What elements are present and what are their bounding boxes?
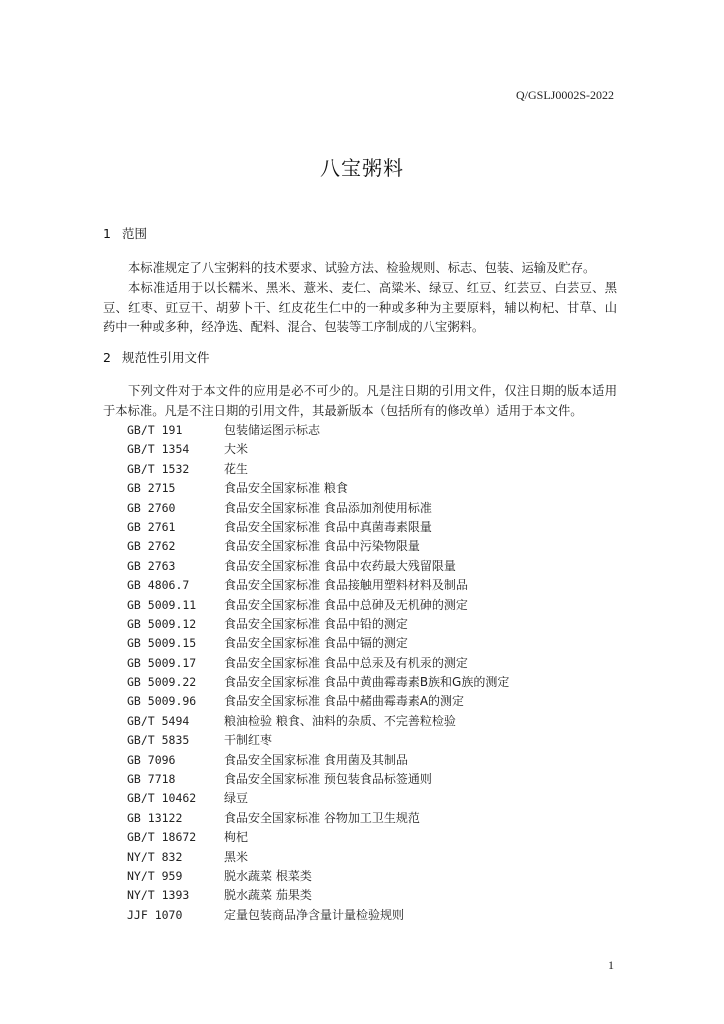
reference-title: 脱水蔬菜 茄果类 [224,888,312,903]
normative-references-list [127,421,627,925]
reference-code: GB 7096 [127,752,176,767]
reference-code: JJF 1070 [127,907,183,922]
reference-item [127,557,627,576]
reference-title: 包装储运图示标志 [224,423,321,437]
reference-item [127,673,627,692]
reference-title: 干制红枣 [224,733,273,748]
reference-item [127,596,627,615]
reference-title: 食品安全国家标准 食品中赭曲霉毒素A的测定 [224,694,465,709]
reference-title: 粮油检验 粮食、油料的杂质、不完善粒检验 [224,713,456,728]
reference-title: 食品安全国家标准 食用菌及其制品 [224,752,408,767]
reference-item [127,479,627,498]
reference-code: GB 2715 [127,481,176,496]
reference-item [127,770,627,789]
reference-item [127,518,627,537]
reference-title: 绿豆 [224,791,249,806]
reference-item [127,634,627,653]
reference-title: 食品安全国家标准 食品中农药最大残留限量 [224,558,456,573]
reference-title: 食品安全国家标准 食品接触用塑料材料及制品 [224,578,468,593]
reference-code: GB 5009.96 [127,694,197,709]
section-title: 规范性引用文件 [122,350,210,365]
reference-item [127,848,627,867]
reference-code: GB 5009.22 [127,675,197,690]
reference-code: GB 2762 [127,539,176,554]
reference-item [127,789,627,808]
section-1-heading [103,224,147,242]
reference-item [127,654,627,673]
section-2-paragraph-1: 下列文件对于本文件的应用是必不可少的。凡是注日期的引用文件，仅注日期的版本适用于本标准。凡是不注日期的引用文件，其最新版本（包括所有的修改单）适用于本文件。 [103,384,617,418]
reference-item [127,440,627,459]
reference-code: NY/T 959 [127,868,183,883]
reference-item [127,886,627,905]
reference-title: 食品安全国家标准 食品中真菌毒素限量 [224,519,432,534]
section-2-heading [103,348,210,366]
reference-code: GB/T 5835 [127,733,190,748]
reference-item [127,751,627,770]
reference-code: GB/T 1532 [127,461,190,476]
section-number: 2 [103,350,111,365]
reference-code: GB/T 191 [127,423,183,437]
reference-code: GB 7718 [127,772,176,787]
reference-title: 脱水蔬菜 根菜类 [224,868,312,883]
document-code: Q/GSLJ0002S-2022 [515,88,614,102]
reference-item [127,460,627,479]
reference-code: GB/T 1354 [127,442,190,457]
reference-item [127,809,627,828]
reference-title: 食品安全国家标准 食品中污染物限量 [224,539,420,554]
reference-code: GB/T 5494 [127,713,190,728]
reference-code: GB 13122 [127,810,183,825]
reference-code: GB 2761 [127,519,176,534]
reference-title: 定量包装商品净含量计量检验规则 [224,907,405,922]
reference-title: 花生 [224,461,249,476]
section-1-paragraph-2: 本标准适用于以长糯米、黑米、薏米、麦仁、高粱米、绿豆、红豆、红芸豆、白芸豆、黑豆、红枣、豇豆干、胡萝卜干、红皮花生仁中的一种或多种为主要原料，辅以枸杞、甘草、山药中一种或多种，经净选、配料、混合、包装等工序制成的八宝粥料。 [103,281,617,334]
reference-title: 黑米 [224,849,249,864]
reference-title: 食品安全国家标准 食品中镉的测定 [224,636,408,651]
page-number: 1 [608,958,614,972]
reference-title: 食品安全国家标准 食品中总砷及无机砷的测定 [224,597,468,612]
reference-code: NY/T 1393 [127,888,190,903]
section-number: 1 [103,226,111,241]
reference-code: GB 5009.11 [127,597,197,612]
section-1-paragraph-1: 本标准规定了八宝粥料的技术要求、试验方法、检验规则、标志、包装、运输及贮存。 [128,261,596,275]
reference-title: 食品安全国家标准 食品添加剂使用标准 [224,500,432,515]
reference-item [127,499,627,518]
section-title: 范围 [122,226,148,241]
reference-title: 大米 [224,442,249,457]
document-title: 八宝粥料 [320,156,404,180]
reference-code: NY/T 832 [127,849,183,864]
reference-code: GB 2760 [127,500,176,515]
reference-item [127,731,627,750]
reference-title: 食品安全国家标准 食品中铅的测定 [224,616,408,631]
reference-code: GB 5009.15 [127,636,197,651]
reference-title: 食品安全国家标准 谷物加工卫生规范 [224,810,420,825]
reference-code: GB/T 18672 [127,830,197,845]
reference-item [127,828,627,847]
reference-item [127,615,627,634]
reference-title: 食品安全国家标准 预包装食品标签通则 [224,772,432,787]
reference-item [127,867,627,886]
reference-item [127,537,627,556]
reference-code: GB 4806.7 [127,578,190,593]
reference-item [127,421,627,440]
reference-item [127,576,627,595]
reference-title: 食品安全国家标准 食品中黄曲霉毒素B族和G族的测定 [224,675,510,690]
reference-item [127,692,627,711]
reference-code: GB/T 10462 [127,791,197,806]
reference-title: 枸杞 [224,830,249,845]
reference-code: GB 2763 [127,558,176,573]
reference-code: GB 5009.12 [127,616,197,631]
reference-item [127,906,627,925]
reference-code: GB 5009.17 [127,655,197,670]
reference-item [127,712,627,731]
reference-title: 食品安全国家标准 食品中总汞及有机汞的测定 [224,655,468,670]
reference-title: 食品安全国家标准 粮食 [224,481,348,496]
